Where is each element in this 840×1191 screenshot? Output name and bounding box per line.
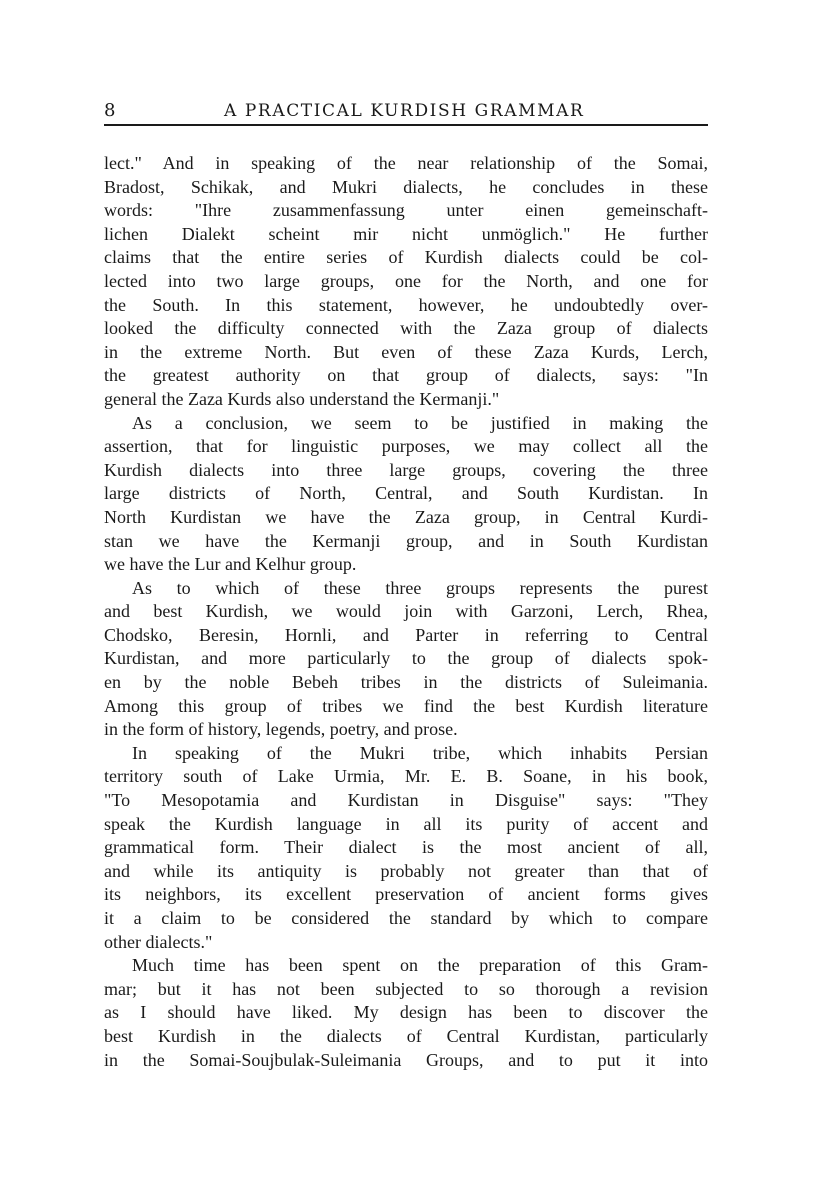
text-line: words: "Ihre zusammenfassung unter einen gemeinschaft- [104,200,708,221]
text-line: assertion, that for linguistic purposes, we may collect all the [104,436,708,457]
text-line: it a claim to be considered the standard by which to compare [104,908,708,928]
text-line: and best Kurdish, we would join with Garzoni, Lerch, Rhea, [104,601,708,622]
text-line: lect." And in speaking of the near relationship of the Somai, [104,153,708,173]
text-line: looked the difficulty connected with the Zaza group of dialects [104,318,708,339]
text-line: Among this group of tribes we find the best Kurdish literature [104,695,708,716]
text-line: claims that the entire series of Kurdish dialects could be col- [104,247,708,268]
text-line: the greatest authority on that group of dialects, says: "In [104,365,708,386]
text-line: grammatical form. Their dialect is the most ancient of all, [104,837,708,858]
text-line: Bradost, Schikak, and Mukri dialects, he concludes in these [104,176,708,197]
text-line: As a conclusion, we seem to be justified in making the [132,412,708,433]
text-line: and while its antiquity is probably not greater than that of [104,860,708,881]
text-line: general the Zaza Kurds also understand the Kermanji." [104,388,500,409]
text-line: In speaking of the Mukri tribe, which inhabits Persian [132,742,708,763]
page-header [104,100,708,126]
text-line: best Kurdish in the dialects of Central Kurdistan, particularly [104,1025,708,1046]
text-line: en by the noble Bebeh tribes in the districts of Suleimania. [104,672,708,693]
text-line: we have the Lur and Kelhur group. [104,554,357,575]
text-line: as I should have liked. My design has been to discover the [104,1002,708,1023]
text-line: Kurdistan, and more particularly to the group of dialects spok- [104,648,708,669]
text-line: its neighbors, its excellent preservation of ancient forms gives [104,884,708,905]
text-line: territory south of Lake Urmia, Mr. E. B. Soane, in his book, [104,766,708,787]
text-line: large districts of North, Central, and South Kurdistan. In [104,483,708,504]
text-line: in the extreme North. But even of these Zaza Kurds, Lerch, [104,341,708,362]
text-line: in the form of history, legends, poetry, and prose. [104,719,458,740]
text-line: Much time has been spent on the preparation of this Gram- [132,955,708,976]
text-line: Chodsko, Beresin, Hornli, and Parter in referring to Central [104,624,708,645]
text-line: "To Mesopotamia and Kurdistan in Disguise" says: "They [104,790,708,811]
page-number: 8 [104,100,116,121]
text-line: Kurdish dialects into three large groups, covering the three [104,459,708,480]
text-line: speak the Kurdish language in all its purity of accent and [104,813,708,834]
text-line: lected into two large groups, one for the North, and one for [104,270,708,291]
text-line: the South. In this statement, however, he undoubtedly over- [104,294,708,315]
text-line: mar; but it has not been subjected to so thorough a revision [104,978,708,999]
text-line: in the Somai-Soujbulak-Suleimania Groups, and to put it into [104,1049,708,1070]
text-line: other dialects." [104,931,213,952]
body-text [104,152,708,1072]
text-line: stan we have the Kermanji group, and in South Kurdistan [104,530,708,551]
text-line: lichen Dialekt scheint mir nicht unmöglich." He further [104,223,708,244]
running-head: A PRACTICAL KURDISH GRAMMAR [224,101,585,121]
text-line: North Kurdistan we have the Zaza group, in Central Kurdi- [104,506,708,527]
text-line: As to which of these three groups represents the purest [132,577,708,598]
